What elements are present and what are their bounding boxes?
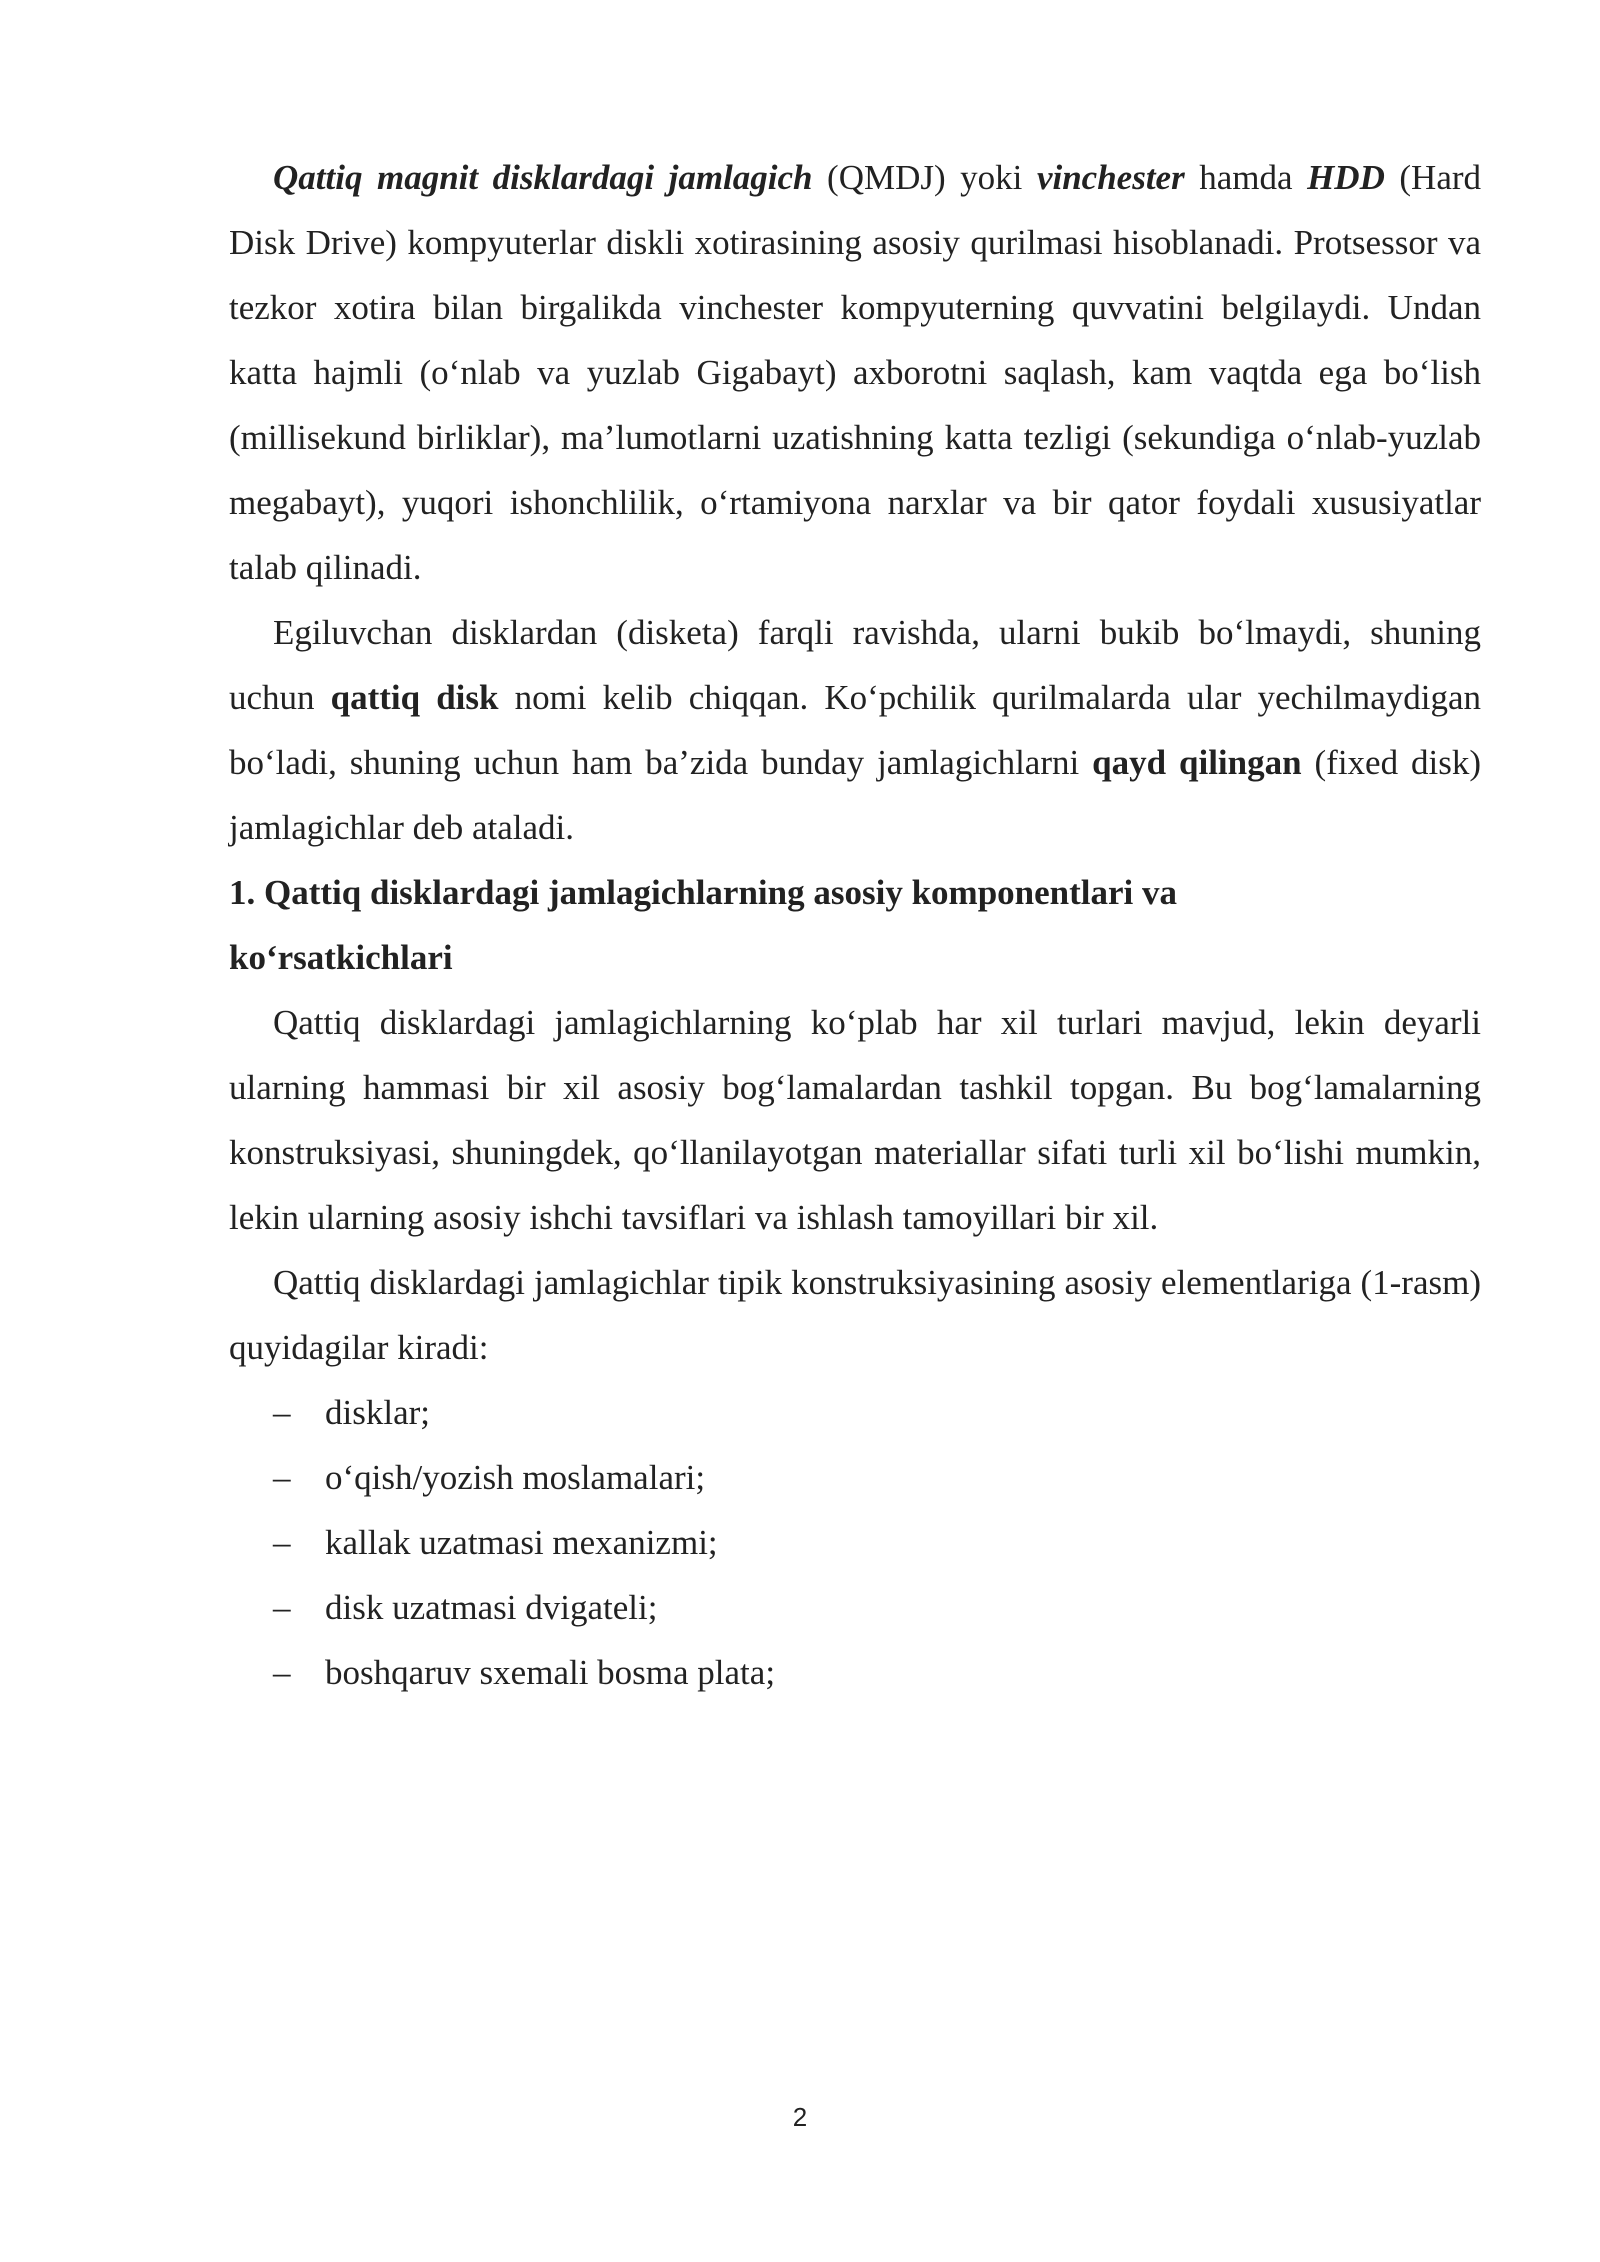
- term-hdd: HDD: [1307, 158, 1385, 197]
- page-body: [229, 145, 1481, 1705]
- text-run: nomi kelib chiqqan. Ko‘pchilik qurilmalarda ular yechilmaydigan bo‘ladi, shuning uchun ham ba’zida bunday jamlagichlarni: [229, 678, 1482, 782]
- list-item: [229, 1510, 1481, 1575]
- text-run: (Hard Disk Drive) kompyuterlar diskli xotirasining asosiy qurilmasi hisoblanadi. Protsessor va tezkor xotira bilan birgalikda vinchester kompyuterning quvvatini belgilaydi. Undan katta hajmli (o‘nlab va yuzlab Gigabayt) axborotni saqlash, kam vaqtda ega bo‘lish (millisekund birliklar), ma’lumotlarni uzatishning katta tezligi (sekundiga o‘nlab-yuzlab megabayt), yuqori ishonchlilik, o‘rtamiyona narxlar va bir qator foydali xususiyatlar talab qilinadi.: [229, 158, 1482, 587]
- text-run: (fixed disk) jamlagichlar deb ataladi.: [229, 743, 1482, 847]
- term-qattiq-disk: qattiq disk: [330, 678, 499, 717]
- section-heading: [229, 860, 1481, 990]
- dash-marker: –: [273, 1458, 291, 1497]
- paragraph-elements: Qattiq disklardagi jamlagichlar tipik konstruksiyasining asosiy elementlariga (1-rasm) quyidagilar kiradi:: [229, 1263, 1481, 1367]
- list-item: [229, 1575, 1481, 1640]
- dash-marker: –: [273, 1653, 291, 1692]
- term-vinchester: vinchester: [1036, 158, 1185, 197]
- list-item-text: kallak uzatmasi mexanizmi;: [325, 1523, 718, 1562]
- list-item: [229, 1380, 1481, 1445]
- page-number: 2: [792, 2102, 808, 2132]
- text-run: Egiluvchan disklardan (disketa) farqli ravishda, ularni bukib bo‘lmaydi, shuning uchun: [229, 613, 1481, 717]
- paragraph-fixed-disk: [229, 600, 1481, 860]
- component-list: [229, 1380, 1481, 1705]
- dash-marker: –: [273, 1588, 291, 1627]
- term-qayd-qilingan: qayd qilingan: [1092, 743, 1302, 782]
- text-run: (QMDJ) yoki: [812, 158, 1037, 197]
- dash-marker: –: [273, 1523, 291, 1562]
- list-item-text: disk uzatmasi dvigateli;: [325, 1588, 658, 1627]
- paragraph-components: Qattiq disklardagi jamlagichlarning ko‘plab har xil turlari mavjud, lekin deyarli ularning hammasi bir xil asosiy bog‘lamalardan tashkil topgan. Bu bog‘lamalarning konstruksiyasi, shuningdek, qo‘llanilayotgan materiallar sifati turli xil bo‘lishi mumkin, lekin ularning asosiy ishchi tavsiflari va ishlash tamoyillari bir xil.: [229, 1003, 1481, 1237]
- list-item-text: o‘qish/yozish moslamalari;: [325, 1458, 706, 1497]
- list-item: [229, 1640, 1481, 1705]
- list-item-text: boshqaruv sxemali bosma plata;: [325, 1653, 776, 1692]
- paragraph-intro: [229, 145, 1481, 600]
- list-item: [229, 1445, 1481, 1510]
- heading-line-2: ko‘rsatkichlari: [229, 938, 453, 977]
- text-run: hamda: [1184, 158, 1308, 197]
- term-qmdj: Qattiq magnit disklardagi jamlagich: [273, 158, 813, 197]
- list-item-text: disklar;: [325, 1393, 430, 1432]
- heading-line-1: 1. Qattiq disklardagi jamlagichlarning asosiy komponentlari va: [229, 873, 1178, 912]
- dash-marker: –: [273, 1393, 291, 1432]
